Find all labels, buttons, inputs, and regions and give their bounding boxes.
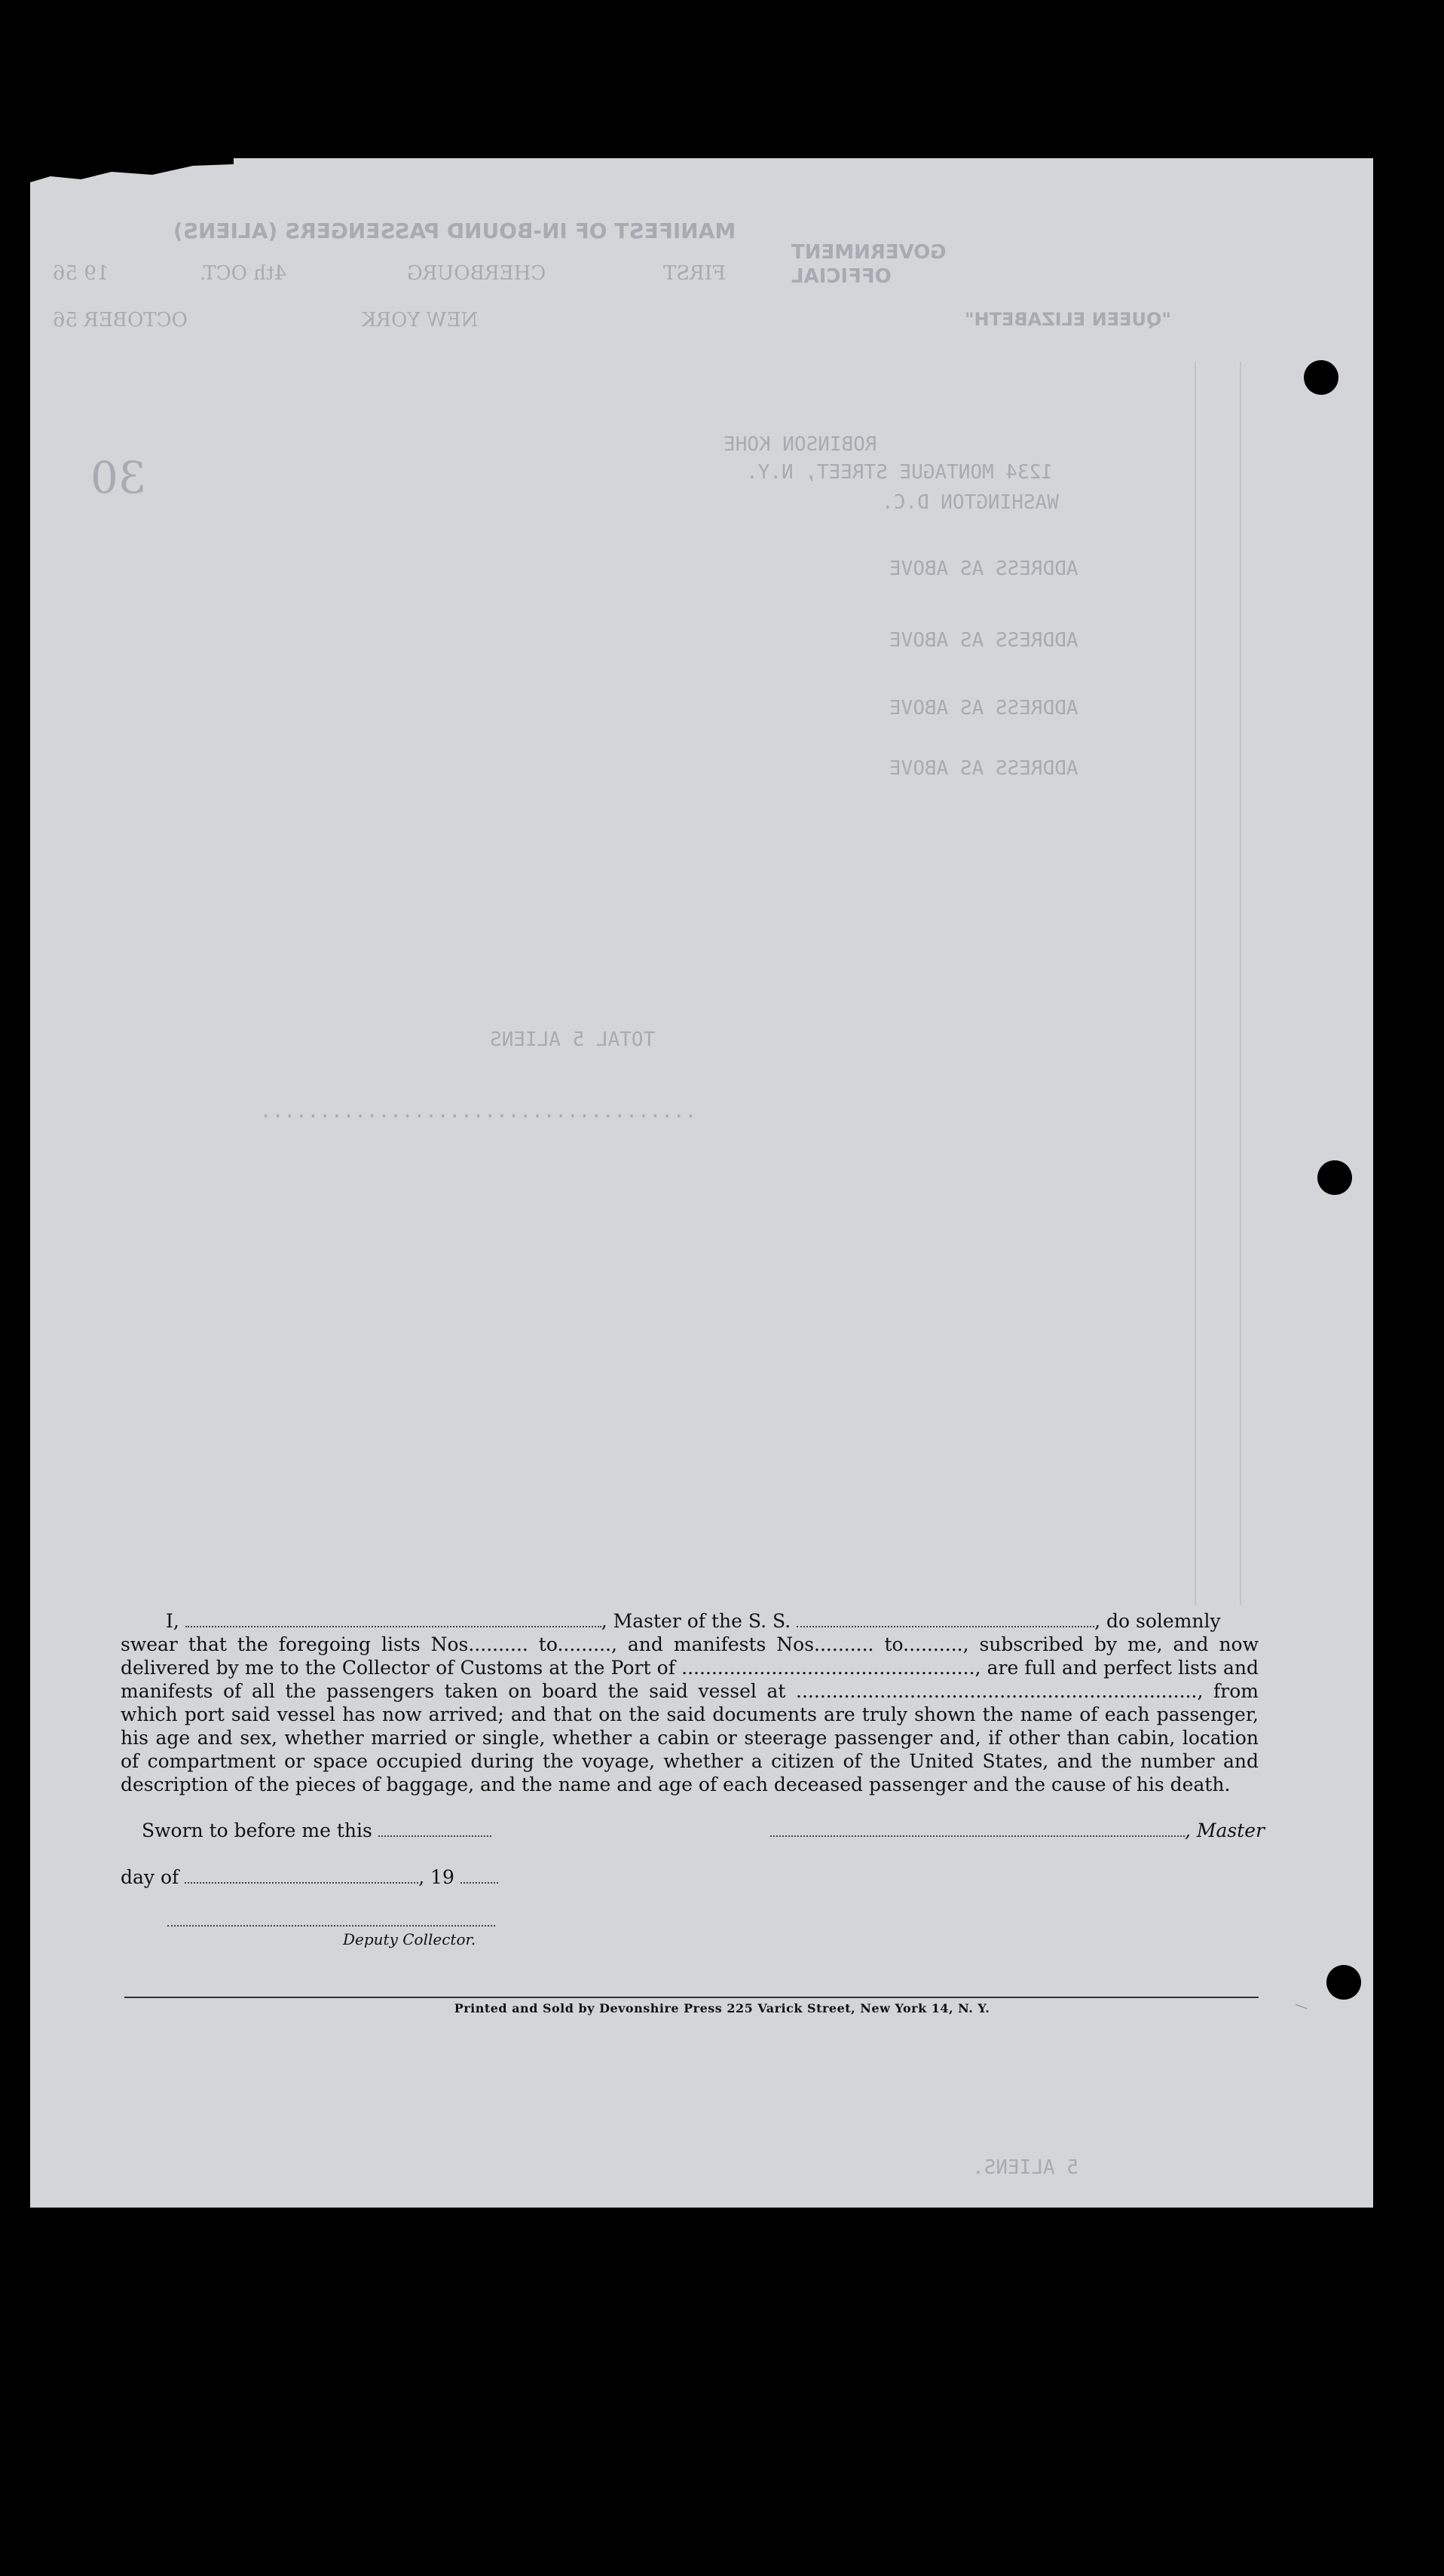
column-rule: [1195, 362, 1196, 1605]
ghost-entry: WASHINGTON D.C.: [882, 491, 1059, 514]
decl-master-ss: , Master of the S. S.: [601, 1610, 791, 1632]
ghost-entry: ADDRESS AS ABOVE: [889, 558, 1078, 580]
master-declaration: [121, 1609, 1259, 1796]
master-name-blank: [185, 1611, 601, 1627]
decl-body: swear that the foregoing lists Nos.......... to........., and manifests Nos.......... to.........., subscribed by me, and now delivered by me to the Collector of Customs at the Port of ................................................., are full and perfect lists and manifests of all the passengers taken on board the said vessel at ..................................................................., from which port said vessel has now arrived; and that on the said documents are truly shown the name of each passenger, his age and sex, whether married or single, whether a cabin or steerage passenger and, if other than cabin, location of compartment or space occupied during the voyage, whether a citizen of the United States, and the number and description of the pieces of baggage, and the name and age of each deceased passenger and the cause of his death.: [121, 1633, 1259, 1795]
footer-rule: [124, 1997, 1259, 1998]
sworn-label: Sworn to before me this: [142, 1820, 491, 1841]
margin-tick: —: [1292, 1996, 1311, 2016]
ghost-class: FIRST: [663, 262, 727, 285]
punch-hole: [1317, 1160, 1352, 1195]
decl-solemnly: , do solemnly: [1094, 1610, 1221, 1632]
day-of-label: day of , 19: [121, 1866, 498, 1888]
ghost-entry: ADDRESS AS ABOVE: [889, 629, 1078, 652]
ghost-date: 4th OCT.: [200, 262, 286, 285]
ghost-status-2: OFFICIAL: [791, 265, 892, 288]
ghost-from: CHERBOURG: [407, 262, 546, 285]
punch-hole: [1304, 360, 1338, 395]
ghost-arrival: OCTOBER 56: [53, 309, 188, 332]
ghost-footer: 5 ALIENS.: [972, 2156, 1078, 2179]
ghost-dotted-line: .....................................: [260, 1100, 697, 1123]
ghost-status-1: GOVERNMENT: [791, 241, 947, 264]
deputy-collector-label: Deputy Collector.: [343, 1930, 476, 1948]
ghost-entry: ADDRESS AS ABOVE: [889, 757, 1078, 780]
column-rule: [1240, 362, 1241, 1605]
manifest-page: [30, 158, 1373, 2208]
decl-i: I,: [166, 1610, 179, 1632]
ghost-ship: "QUEEN ELIZABETH": [965, 309, 1171, 330]
ghost-title: MANIFEST OF IN-BOUND PASSENGERS (ALIENS): [173, 218, 736, 243]
punch-hole: [1326, 1965, 1361, 2000]
ghost-entry: 1234 MONTAGUE STREET, N.Y.: [746, 461, 1053, 484]
ghost-port: NEW YORK: [362, 309, 479, 332]
ghost-entry: ADDRESS AS ABOVE: [889, 697, 1078, 720]
printer-imprint: Printed and Sold by Devonshire Press 225 Varick Street, New York 14, N. Y.: [454, 2001, 990, 2015]
deputy-collector-line: [167, 1910, 495, 1927]
ship-name-blank: [797, 1611, 1094, 1627]
ghost-year: 19 56: [53, 262, 109, 285]
ghost-center-total: TOTAL 5 ALIENS: [490, 1028, 656, 1051]
master-signature-line: , Master: [770, 1820, 1265, 1841]
ghost-entry: ROBINSON KOHE: [724, 433, 877, 456]
ghost-page-number: 30: [90, 452, 146, 503]
